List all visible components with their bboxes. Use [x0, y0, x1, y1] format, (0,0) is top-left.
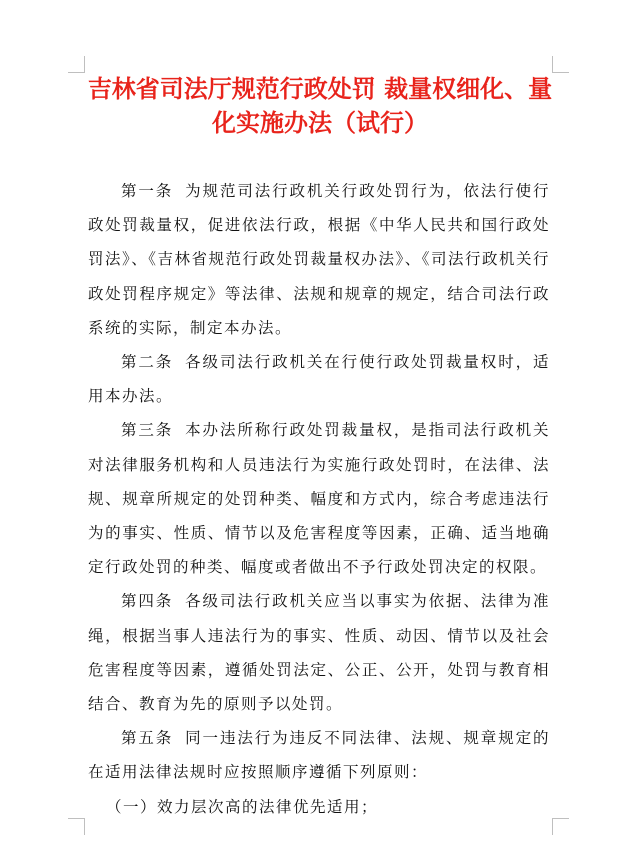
article-text: 各级司法行政机关应当以事实为依据、法律为准绳，根据当事人违法行为的事实、性质、动因、情节以及社会危害程度等因素，遵循处罚法定、公正、公开，处罚与教育相结合、教育为先的原则予以处罚。 [88, 592, 550, 714]
crop-mark-bottom-left [68, 818, 85, 835]
article-number: 第四条 [121, 592, 174, 611]
article-5 [88, 721, 550, 789]
article-number: 第一条 [121, 182, 174, 200]
article-3 [88, 413, 550, 584]
item-text: （一）效力层次高的法律优先适用； [106, 797, 379, 816]
article-number: 第五条 [121, 729, 174, 748]
crop-mark-bottom-right [552, 818, 569, 835]
article-text: 同一违法行为违反不同法律、法规、规章规定的在适用法律法规时应按照顺序遵循下列原则： [88, 729, 550, 782]
article-2 [88, 345, 550, 413]
article-number: 第二条 [121, 353, 174, 372]
article-4 [88, 584, 550, 721]
article-number: 第三条 [121, 421, 174, 440]
article-text: 各级司法行政机关在行使行政处罚裁量权时，适用本办法。 [88, 353, 550, 406]
article-text: 本办法所称行政处罚裁量权，是指司法行政机关对法律服务机构和人员违法行为实施行政处罚时，在法律、法规、规章所规定的处罚种类、幅度和方式内，综合考虑违法行为的事实、性质、情节以及危害程度等因素，正确、适当地确定行政处罚的种类、幅度或者做出不予行政处罚决定的权限。 [88, 421, 550, 577]
article-1 [88, 174, 550, 345]
crop-mark-top-right [552, 56, 569, 73]
crop-mark-top-left [68, 56, 85, 73]
article-text: 为规范司法行政机关行政处罚行为，依法行使行政处罚裁量权，促进依法行政，根据《中华人民共和国行政处罚法》、《吉林省规范行政处罚裁量权办法》、《司法行政机关行政处罚程序规定》等法律、法规和规章的规定，结合司法行政系统的实际，制定本办法。 [88, 182, 551, 337]
article-5-item-1 [88, 790, 550, 824]
document-title: 吉林省司法厅规范行政处罚 裁量权细化、量化实施办法（试行） [87, 74, 553, 137]
document-body [88, 174, 550, 824]
